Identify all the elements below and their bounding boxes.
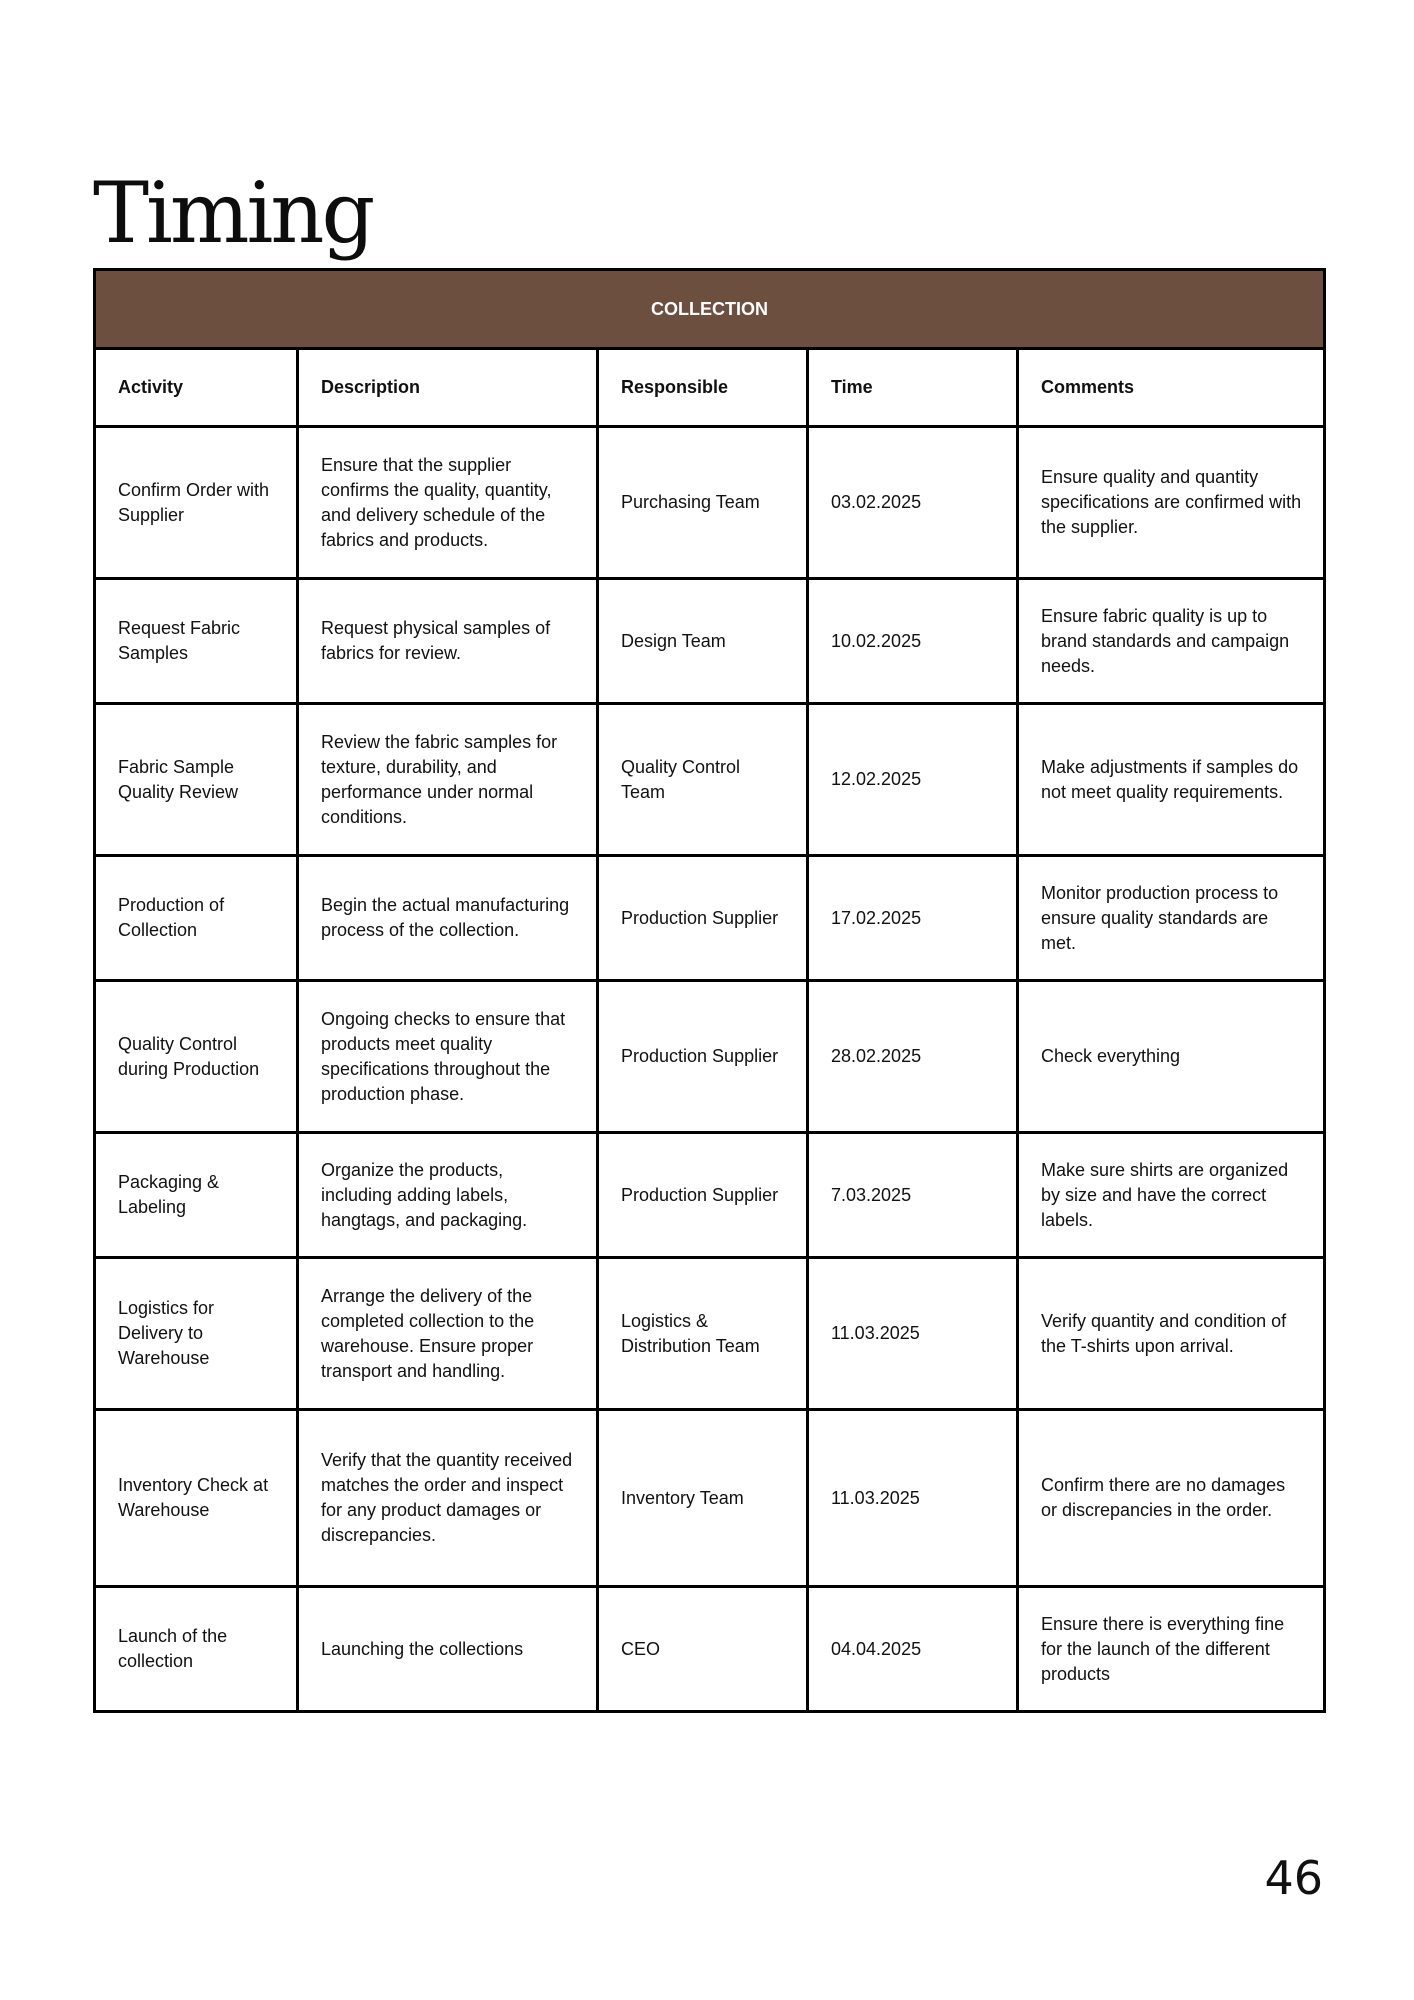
cell-activity: Confirm Order with Supplier <box>95 427 298 579</box>
cell-activity: Logistics for Delivery to Warehouse <box>95 1258 298 1410</box>
cell-activity: Quality Control during Production <box>95 981 298 1133</box>
timing-table <box>93 268 1326 1713</box>
cell-comments: Ensure quality and quantity specifications are confirmed with the supplier. <box>1018 427 1325 579</box>
cell-time: 10.02.2025 <box>808 579 1018 704</box>
column-header-comments: Comments <box>1018 349 1325 427</box>
table-row <box>95 427 1325 579</box>
column-header-time: Time <box>808 349 1018 427</box>
cell-comments: Confirm there are no damages or discrepancies in the order. <box>1018 1410 1325 1587</box>
table-row <box>95 1410 1325 1587</box>
table-row <box>95 1587 1325 1712</box>
cell-comments: Ensure there is everything fine for the launch of the different products <box>1018 1587 1325 1712</box>
table-row <box>95 1258 1325 1410</box>
cell-responsible: Design Team <box>598 579 808 704</box>
cell-activity: Production of Collection <box>95 856 298 981</box>
page-number: 46 <box>1264 1851 1323 1905</box>
cell-time: 7.03.2025 <box>808 1133 1018 1258</box>
cell-responsible: Purchasing Team <box>598 427 808 579</box>
table-row <box>95 579 1325 704</box>
cell-responsible: Inventory Team <box>598 1410 808 1587</box>
cell-activity: Request Fabric Samples <box>95 579 298 704</box>
cell-responsible: Production Supplier <box>598 981 808 1133</box>
table-row <box>95 856 1325 981</box>
cell-description: Ensure that the supplier confirms the quality, quantity, and delivery schedule of the fabrics and products. <box>298 427 598 579</box>
cell-description: Launching the collections <box>298 1587 598 1712</box>
cell-responsible: Logistics & Distribution Team <box>598 1258 808 1410</box>
table-row <box>95 704 1325 856</box>
column-header-responsible: Responsible <box>598 349 808 427</box>
cell-activity: Packaging & Labeling <box>95 1133 298 1258</box>
cell-description: Organize the products, including adding labels, hangtags, and packaging. <box>298 1133 598 1258</box>
cell-description: Begin the actual manufacturing process of the collection. <box>298 856 598 981</box>
cell-responsible: CEO <box>598 1587 808 1712</box>
cell-comments: Make adjustments if samples do not meet quality requirements. <box>1018 704 1325 856</box>
cell-description: Arrange the delivery of the completed collection to the warehouse. Ensure proper transport and handling. <box>298 1258 598 1410</box>
cell-comments: Verify quantity and condition of the T-shirts upon arrival. <box>1018 1258 1325 1410</box>
cell-description: Review the fabric samples for texture, durability, and performance under normal conditions. <box>298 704 598 856</box>
cell-comments: Make sure shirts are organized by size and have the correct labels. <box>1018 1133 1325 1258</box>
section-header-row <box>95 270 1325 349</box>
cell-time: 11.03.2025 <box>808 1410 1018 1587</box>
cell-comments: Check everything <box>1018 981 1325 1133</box>
cell-responsible: Quality Control Team <box>598 704 808 856</box>
cell-time: 17.02.2025 <box>808 856 1018 981</box>
column-header-row <box>95 349 1325 427</box>
cell-description: Verify that the quantity received matches the order and inspect for any product damages or discrepancies. <box>298 1410 598 1587</box>
cell-comments: Ensure fabric quality is up to brand standards and campaign needs. <box>1018 579 1325 704</box>
cell-comments: Monitor production process to ensure quality standards are met. <box>1018 856 1325 981</box>
cell-description: Request physical samples of fabrics for review. <box>298 579 598 704</box>
cell-time: 04.04.2025 <box>808 1587 1018 1712</box>
cell-activity: Launch of the collection <box>95 1587 298 1712</box>
cell-description: Ongoing checks to ensure that products meet quality specifications throughout the production phase. <box>298 981 598 1133</box>
table-row <box>95 981 1325 1133</box>
cell-activity: Inventory Check at Warehouse <box>95 1410 298 1587</box>
page-title: Timing <box>93 164 373 262</box>
section-title: COLLECTION <box>95 270 1325 349</box>
table-row <box>95 1133 1325 1258</box>
cell-time: 03.02.2025 <box>808 427 1018 579</box>
cell-responsible: Production Supplier <box>598 1133 808 1258</box>
column-header-activity: Activity <box>95 349 298 427</box>
cell-responsible: Production Supplier <box>598 856 808 981</box>
column-header-description: Description <box>298 349 598 427</box>
cell-time: 28.02.2025 <box>808 981 1018 1133</box>
cell-time: 11.03.2025 <box>808 1258 1018 1410</box>
cell-activity: Fabric Sample Quality Review <box>95 704 298 856</box>
cell-time: 12.02.2025 <box>808 704 1018 856</box>
